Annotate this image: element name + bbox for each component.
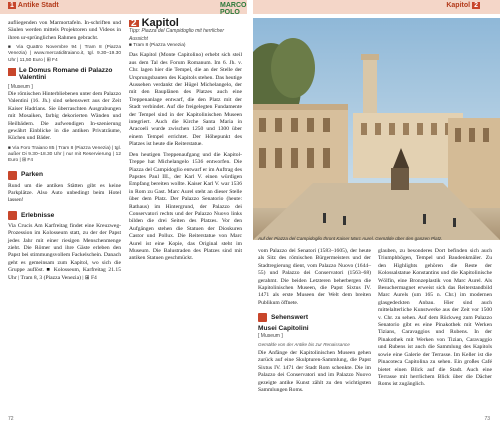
capitol-photo bbox=[253, 18, 500, 240]
sight-tag: [ Museum ] bbox=[8, 83, 33, 90]
experience-icon bbox=[8, 211, 17, 220]
page-number-right: 73 bbox=[484, 416, 490, 422]
parking-icon bbox=[8, 171, 17, 180]
kapitol-title: Kapitol bbox=[141, 17, 179, 29]
kapitol-number: 2 bbox=[131, 18, 137, 29]
left-column-1 bbox=[8, 20, 121, 285]
right-column-1 bbox=[258, 248, 371, 398]
museum-tag: [ Museum ] bbox=[258, 332, 283, 339]
intro-info: ■ Via Quattro Novembre 94 | Tram 8 (Piazza Venezia) | www.mercatiditraiano.it, tgl. 9.30–19.30 Uhr | 11,50 Euro | ⊞ F4 bbox=[8, 45, 121, 63]
sehenswert-heading bbox=[258, 313, 371, 322]
intro-text: aufliegenden von Marmortafeln. In-schriften und Säulen werden mittels Projektoren und Videos in ihren ur-sprünglichen Rahmen gebracht. bbox=[8, 20, 121, 41]
museum-name: Musei Capitolini bbox=[258, 325, 309, 333]
parken-heading bbox=[8, 171, 121, 180]
chapter-number: 2 bbox=[474, 2, 478, 9]
parken-text: Rund um die antiken Stätten gibt es keine Parkplätze. Also Auto unbedingt beim Hotel lassen! bbox=[8, 182, 121, 204]
sight-text: Die römischen Hinterbliebenen unter dem Palazzo Valentini (16. Jh.) sind sehenswert aus der Zeit Kaiser Hadrians. Sie überraschten Ausgrabungen mit Mosaiken, farbig dekorierten Wänden und Heilbädern. Die aufwendigen In-szenierung gewährt Einblicke in die antiken Privaträume, Küchen und Bäder. bbox=[8, 91, 121, 142]
brand-logo: MARCO POLO bbox=[220, 2, 247, 16]
kapitol-info: ■ Tram 8 (Piazza Venezia) bbox=[129, 43, 186, 49]
col3-text: vom Palazzo dei Senatori (1583–1605), der heute als Sitz des römischen Bürgermeisters und der Stadtregierung dient, vom Palazzo Nuovo (1644–55) und Palazzo dei Conservatori (1563–68) gerahmt. Die beiden Letzteren beherbergen die Kapitolinischen Museen, die Papst Sixtus IV. 1471 als erste Museen der Welt dem breiten Publikum öffnete. bbox=[258, 248, 371, 306]
chapter-label bbox=[446, 2, 480, 9]
page-number-left: 72 bbox=[8, 416, 14, 422]
sight-info: ■ Via Foro Traiano 85 | Tram 8 (Piazza Venezia) | tgl. außer Di 9.30–18.30 Uhr | nur mit Reservierung | 12 Euro | ⊞ F4 bbox=[8, 145, 121, 164]
photo-caption: Auf der Piazza del Campidoglio thront Kaiser Marc Aurel. Gemälde über den ganzen Platz. bbox=[258, 236, 443, 241]
erlebnis-title: Erlebnisse bbox=[21, 211, 55, 219]
sehenswert-title: Sehenswert bbox=[271, 314, 309, 322]
sight-marker-icon bbox=[8, 68, 16, 76]
section-title: Antike Stadt bbox=[17, 2, 59, 9]
col4-text: glauben, zu besonderes Dort befinden sich auch Triumphbögen, Tempel und Baudenkmäler. Zu den Highlights gehören die Reste der Kolossalstatue Konstantins und die Kapitolinische Wölfin, eine Bronzeplastik von Marc Aurel. Als Besuchermagnet erweist sich das Reiterstandbild Marc Aurels (um 165 n. Chr.) im modernen glasgedeckten Anbau. Hier sind auch mittelalterliche Kunstwerke aus der Zeit vor 1500 v. Chr. zu sehen. Auf dem Rückweg zum Palazzo Senatorio gibt es eine Pinakothek mit Werken Tizians, Caravaggios und Rubens. In der Pinakothek mit Werken von Tizian, Caravaggio und Rubens ist auch die Sammlung des Kapitols sowie eine Galerie der Terrasse. Im Keller ist die Pinacoteca Capitolina zu sehen. Ein großes Café bietet einen Blick auf die Stadt. Auch eine Terrasse mit herrlichem Blick über die Dächer Roms ist zugänglich. bbox=[378, 248, 492, 388]
kapitol-text-2: Den heutigen Treppenaufgang und die Kapitol-Treppe hat Michelangelo 1536 entworfen. Die Piazza del Campidoglio entwarf er im Auftrag des Papstes Paul III., der Karl V. einen würdigen Empfang bereiten wollte. Kaiser Karl V. war 1536 in Rom zu Gast. Marc Aurel steht an dieser Stelle über dem Platz. Der Palazzo Senatorio (heute: Rathaus) im Hintergrund, der Palazzo dei Conservatori rechts und der Palazzo Nuovo links bilden die drei Seiten des Platzes. Vor den Aufgängen stehen die Statuen der Dioskuren Castor und Pollux. Die Reiterstatue von Marc Aurel ist eine Kopie, das Original steht im Museum. Die Balustraden des Platzes sind mit antiken Statuen geschmückt. bbox=[129, 151, 242, 262]
section-label bbox=[8, 2, 59, 9]
parken-title: Parken bbox=[21, 171, 43, 179]
left-page-header bbox=[0, 0, 247, 14]
kapitol-heading bbox=[129, 17, 242, 29]
sight-heading bbox=[8, 67, 121, 82]
erlebnis-heading bbox=[8, 211, 121, 220]
chapter-title: Kapitol bbox=[446, 2, 471, 9]
kapitol-text-1: Das Kapitol (Monte Capitolino) erhebt sich steil aus dem Tal des Forum Romanum. Im 6. Jh. v. Chr. lagen hier die Tempel, die an der Stelle der Ursprungsbauten des Kapitols stehen. Das heutige Aussehen verdankt der Hügel Michelangelo, der mit den Bauplänen des Platzes auch eine Treppenanlage entwarf, die den Platz mit der Stadt verbindet. Auf die freigelegten Fundamente der Tempel sind in der Kapitolinischen Museen integriert. Auch die Kirche Santa Maria in Aracoeli wurde zwischen 1250 und 1300 über einem Tempel errichtet. Der Höhepunkt des Platzes ist heute die Reiterstatue. bbox=[129, 52, 242, 148]
kapitol-subtitle: Tipp: Piazza del Campidoglio mit herrlicher Aussicht bbox=[129, 28, 224, 42]
right-column-2 bbox=[378, 248, 492, 392]
sight-name: Le Domus Romane di Palazzo Valentini bbox=[19, 66, 113, 82]
museum-note: Gemälde von der Antike bis zur Renaissance bbox=[258, 342, 350, 348]
capitol-photo-image bbox=[253, 18, 500, 240]
left-column-2 bbox=[129, 17, 242, 266]
right-page-header bbox=[253, 0, 500, 14]
erlebnis-text: Via Crucis Am Karfreitag findet eine Kreuzweg-Prozession im Kolosseum statt, zu der der Papst jedes Jahr mit einer riesigen Menschenmenge zieht. Die Römer und ihre Gäste erleben den Papst bei stimmungsvollem Fackelschein. Danach geht es gemeinsam zum Kapitol, wo sich die Gruppe auflöst. ■ Kolosseum, Karfreitag 21.15 Uhr | Tram 8, 3 (Piazza Venezia) | ⊞ F4 bbox=[8, 222, 121, 281]
museum-text: Die Anfänge der Kapitolinischen Museen gehen zurück auf eine Skulpturen-Sammlung, die Papst Sixtus IV. 1471 der Stadt Rom schenkte. Die im Palazzo dei Conservatori und im Palazzo Nuovo gezeigte antike Kunst zählt zu den wichtigsten Sammlungen Roms. bbox=[258, 350, 371, 394]
sights-icon bbox=[258, 313, 267, 322]
section-number: 1 bbox=[10, 2, 14, 9]
